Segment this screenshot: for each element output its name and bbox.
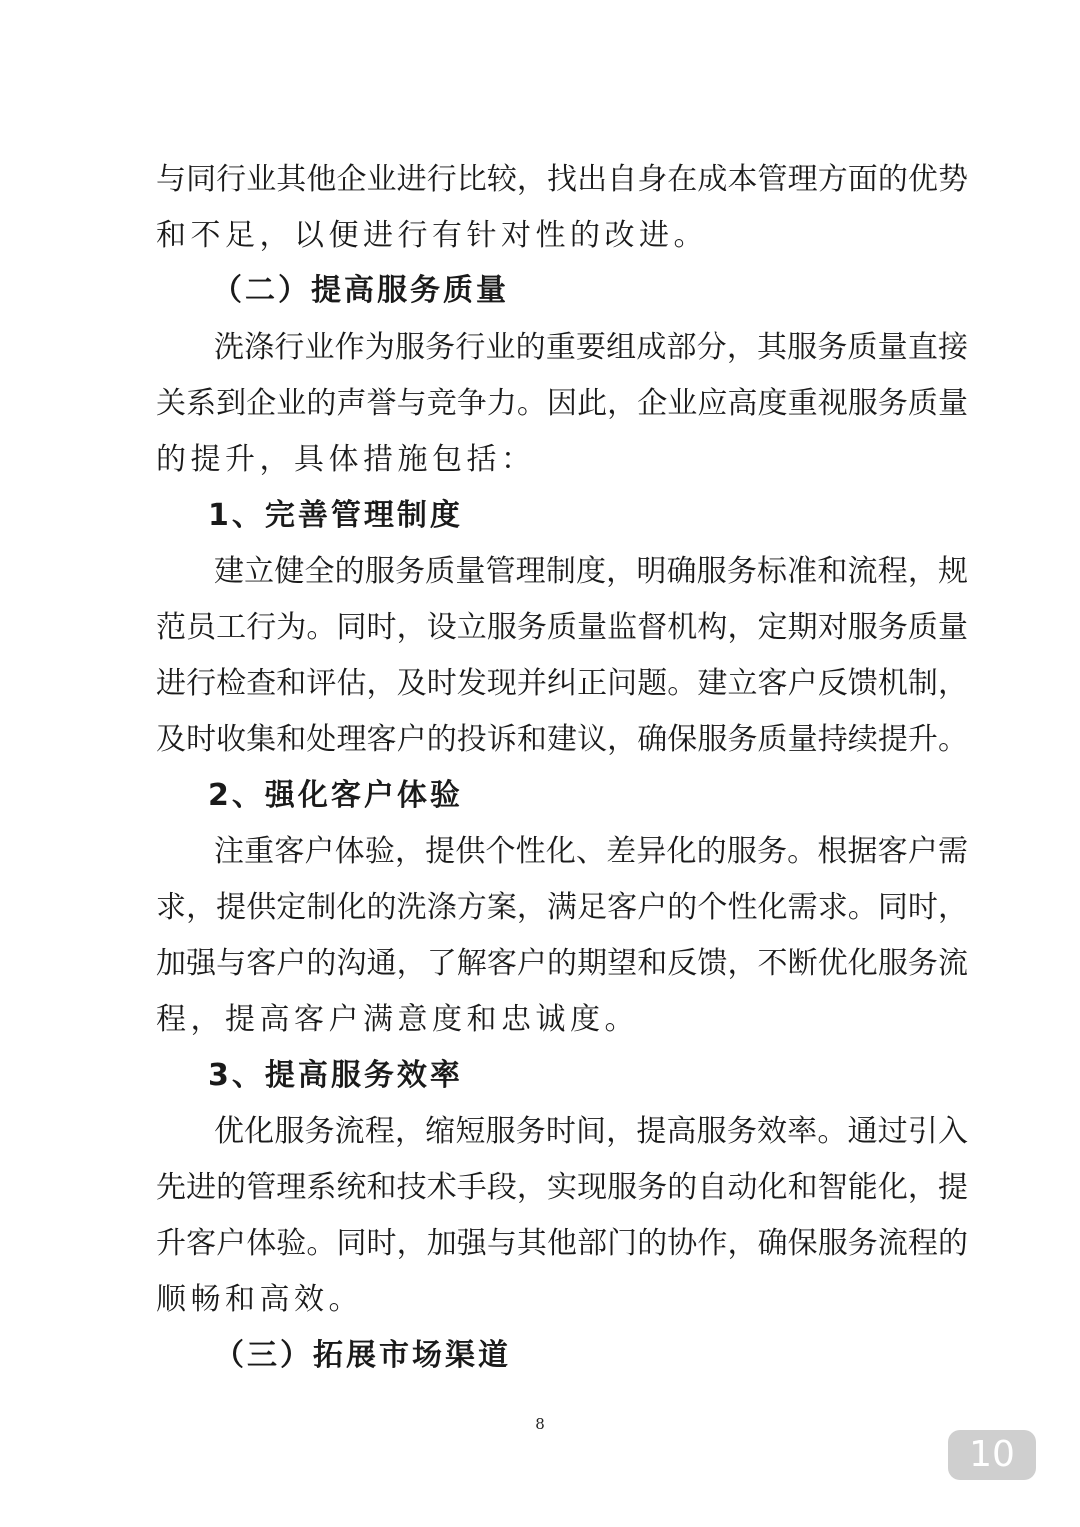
paragraph-line: 范员工行为。同时，设立服务质量监督机构，定期对服务质量 [156,610,968,645]
section-heading: （三）拓展市场渠道 [214,1338,511,1373]
page-count-badge: 10 [948,1430,1036,1480]
paragraph-line: 建立健全的服务质量管理制度，明确服务标准和流程，规 [214,554,968,589]
paragraph-line: 关系到企业的声誉与竞争力。因此，企业应高度重视服务质量 [156,386,968,421]
paragraph-line: 及时收集和处理客户的投诉和建议，确保服务质量持续提升。 [156,722,968,757]
paragraph-line: 程，提高客户满意度和忠诚度。 [156,1002,639,1037]
paragraph-line: 的提升，具体措施包括： [156,442,536,477]
paragraph-line: 顺畅和高效。 [156,1282,363,1317]
section-heading: （二）提高服务质量 [212,273,509,308]
paragraph-line: 升客户体验。同时，加强与其他部门的协作，确保服务流程的 [156,1226,968,1261]
paragraph-line: 求，提供定制化的洗涤方案，满足客户的个性化需求。同时， [156,890,968,925]
paragraph-line: 加强与客户的沟通，了解客户的期望和反馈，不断优化服务流 [156,946,968,981]
paragraph-line: 先进的管理系统和技术手段，实现服务的自动化和智能化，提 [156,1170,968,1205]
subsection-heading: 3、提高服务效率 [208,1058,463,1093]
paragraph-line: 进行检查和评估，及时发现并纠正问题。建立客户反馈机制， [156,666,968,701]
paragraph-line: 和不足，以便进行有针对性的改进。 [156,218,708,253]
paragraph-line: 优化服务流程，缩短服务时间，提高服务效率。通过引入 [214,1114,968,1149]
paragraph-line: 洗涤行业作为服务行业的重要组成部分，其服务质量直接 [214,330,968,365]
page-number: 8 [535,1415,545,1433]
subsection-heading: 1、完善管理制度 [208,498,463,533]
paragraph-line: 注重客户体验，提供个性化、差异化的服务。根据客户需 [214,834,968,869]
subsection-heading: 2、强化客户体验 [208,778,463,813]
paragraph-line: 与同行业其他企业进行比较，找出自身在成本管理方面的优势 [156,162,968,197]
